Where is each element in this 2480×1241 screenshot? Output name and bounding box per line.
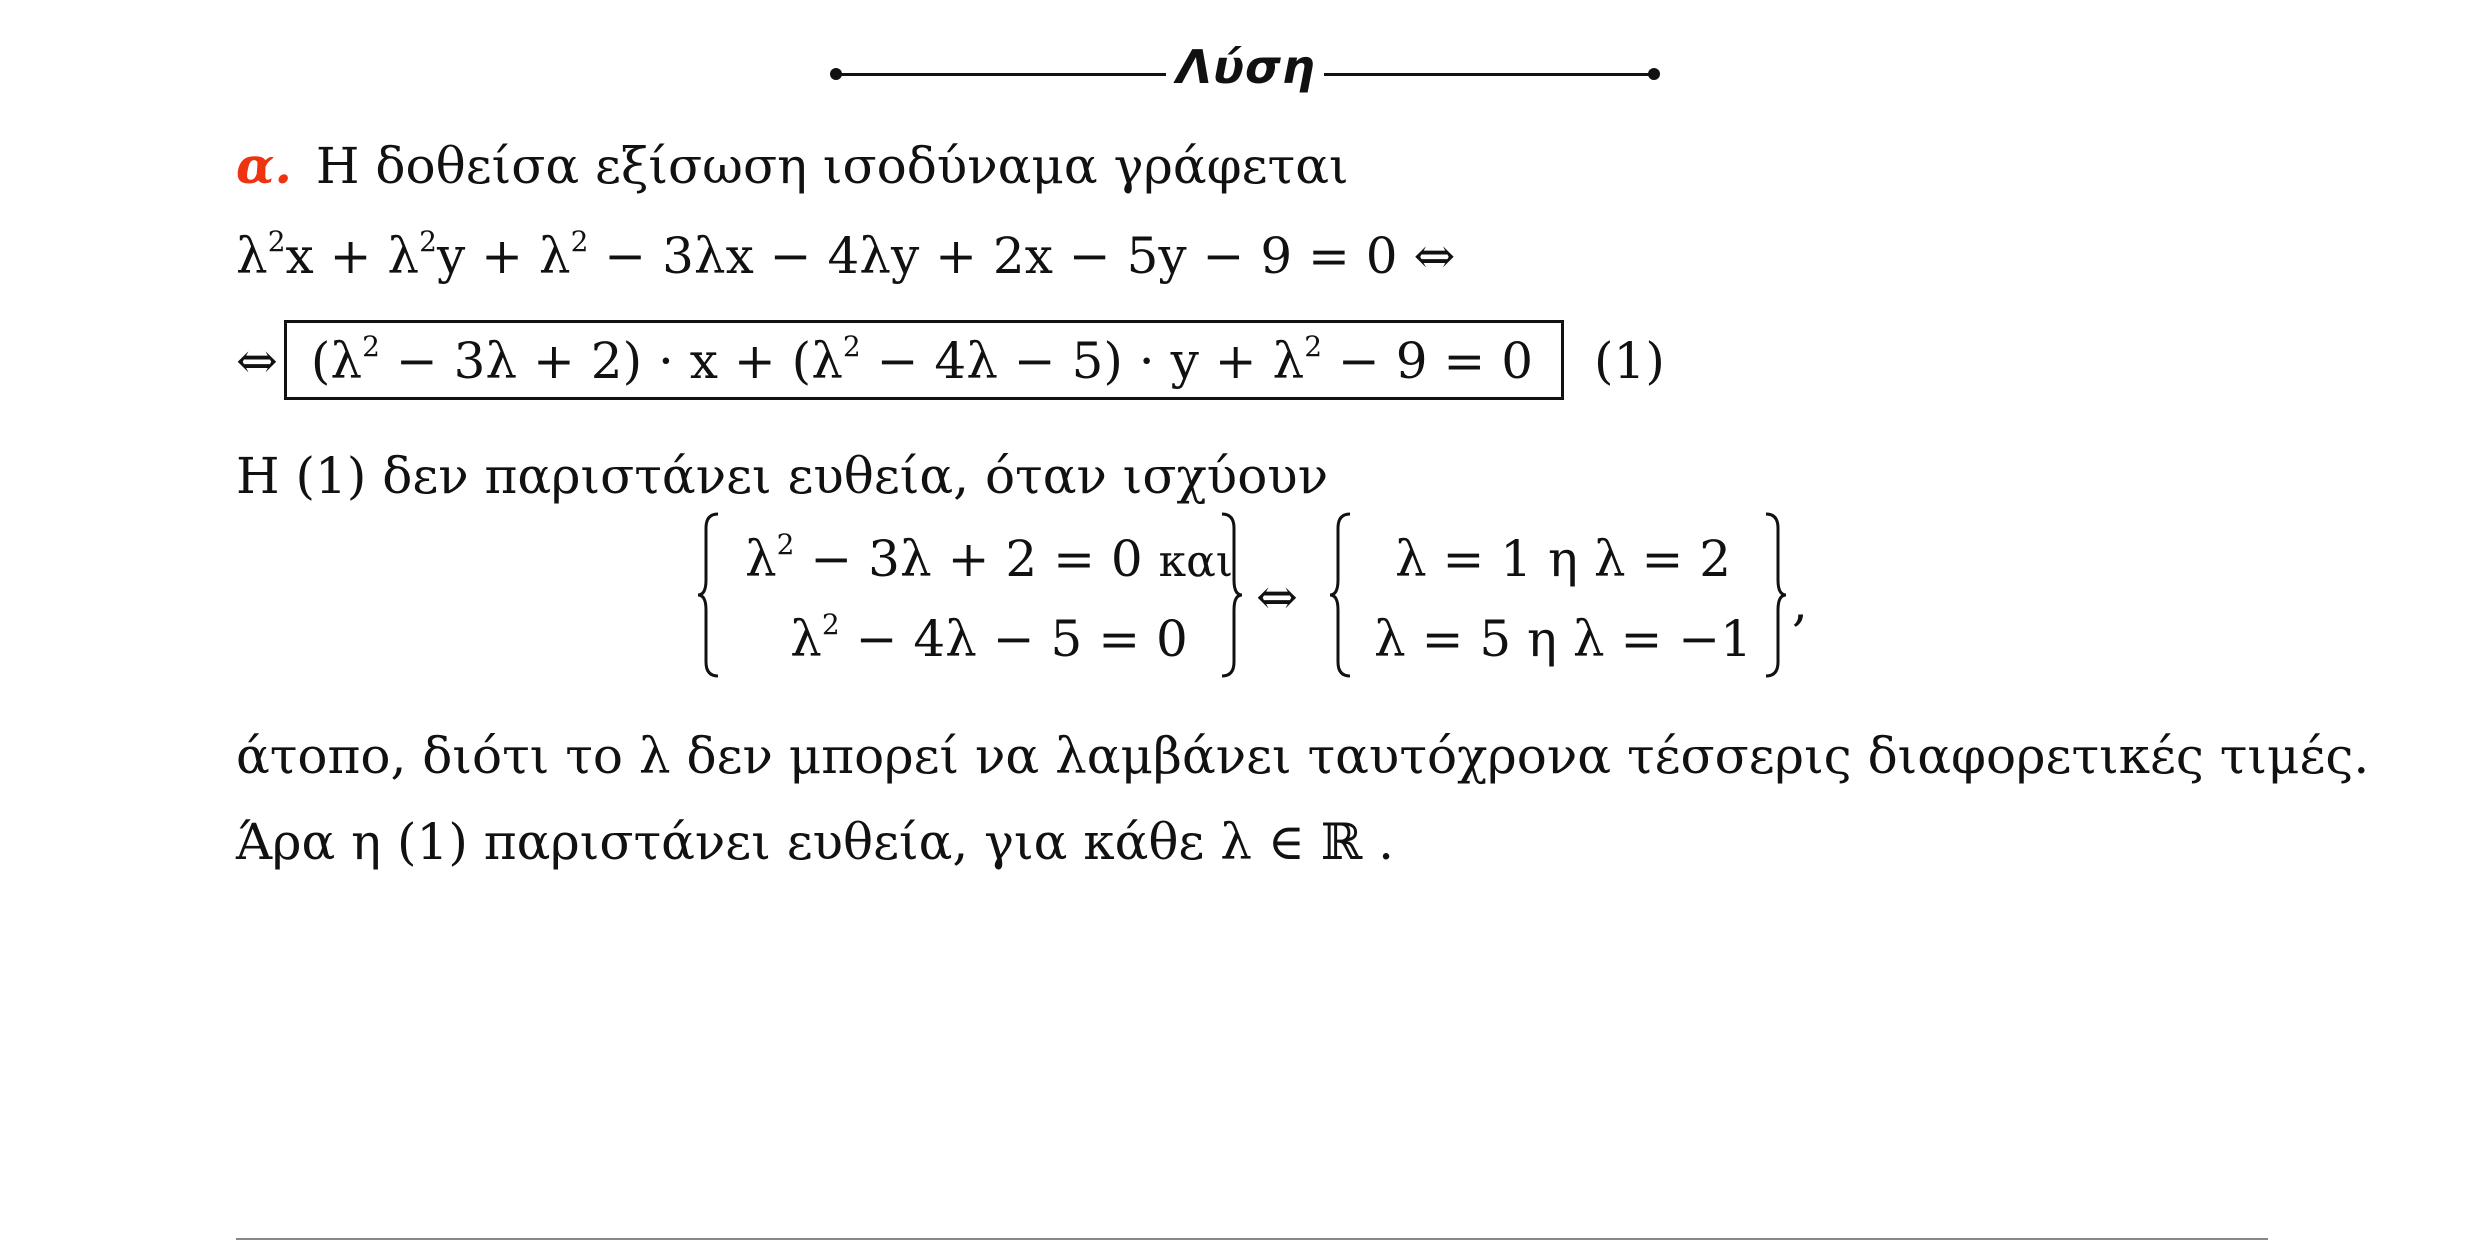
eq2-exponent: 2 xyxy=(362,330,380,363)
eq1-term: y + λ xyxy=(436,227,571,285)
sys-term: − 3λ + 2 = 0 xyxy=(794,530,1159,588)
system-comma: , xyxy=(1792,574,1808,632)
eq1-term: x + λ xyxy=(285,227,420,285)
left-open-brace xyxy=(694,510,724,680)
system-right-row2: λ = 5 η λ = −1 xyxy=(1373,610,1752,668)
eq1-exponent: 2 xyxy=(419,225,437,258)
sys-exponent: 2 xyxy=(821,608,840,641)
sys-exponent: 2 xyxy=(776,528,795,561)
solution-title: Λύση xyxy=(1176,40,1316,94)
header-right-dot xyxy=(1648,68,1660,80)
system-left-row1 xyxy=(734,530,1244,588)
eq1-term: λ xyxy=(236,227,268,285)
system-right-row1: λ = 1 η λ = 2 xyxy=(1394,530,1732,588)
eq2-term: − 4λ − 5) · y + λ xyxy=(860,332,1305,390)
header-right-line xyxy=(1324,73,1654,76)
header-left-line xyxy=(836,73,1166,76)
eq2-term: − 9 = 0 xyxy=(1322,332,1534,390)
sys-term: − 4λ − 5 = 0 xyxy=(839,610,1188,668)
system-iff: ⇔ xyxy=(1256,568,1298,626)
left-close-brace xyxy=(1216,510,1246,680)
system-left-row2 xyxy=(734,610,1244,668)
intro-text: Η δοθείσα εξίσωση ισοδύναμα γράφεται xyxy=(315,137,1349,195)
eq2-term: (λ xyxy=(310,332,363,390)
equation-number: (1) xyxy=(1594,332,1665,390)
equation-system xyxy=(694,510,1814,690)
eq2-exponent: 2 xyxy=(1304,330,1323,363)
eq1-term: − 3λx − 4λy + 2x − 5y − 9 = 0 ⇔ xyxy=(588,227,1456,285)
solution-header xyxy=(830,40,1660,110)
right-close-brace xyxy=(1760,510,1790,680)
boxed-equation-line xyxy=(236,320,1665,400)
right-open-brace xyxy=(1326,510,1356,680)
iff-symbol: ⇔ xyxy=(236,332,278,390)
bottom-rule xyxy=(236,1238,2268,1240)
eq2-term: − 3λ + 2) · x + (λ xyxy=(379,332,843,390)
and-word: και xyxy=(1158,536,1234,587)
part-label: α. xyxy=(236,136,292,195)
eq1-exponent: 2 xyxy=(267,225,286,258)
eq2-exponent: 2 xyxy=(842,330,861,363)
contradiction-text: άτοπο, διότι το λ δεν μπορεί να λαμβάνει ταυτόχρονα τέσσερις διαφορετικές τιμές. xyxy=(236,727,2370,785)
conclusion-text: Άρα η (1) παριστάνει ευθεία, για κάθε λ ∈ ℝ . xyxy=(236,813,1395,871)
sys-term: λ xyxy=(790,610,822,668)
sys-term: λ xyxy=(744,530,777,588)
boxed-equation xyxy=(284,320,1564,400)
condition-text: Η (1) δεν παριστάνει ευθεία, όταν ισχύουν xyxy=(236,447,1329,505)
intro-line xyxy=(236,136,1349,196)
eq1-exponent: 2 xyxy=(570,225,589,258)
expanded-equation xyxy=(236,226,1455,286)
